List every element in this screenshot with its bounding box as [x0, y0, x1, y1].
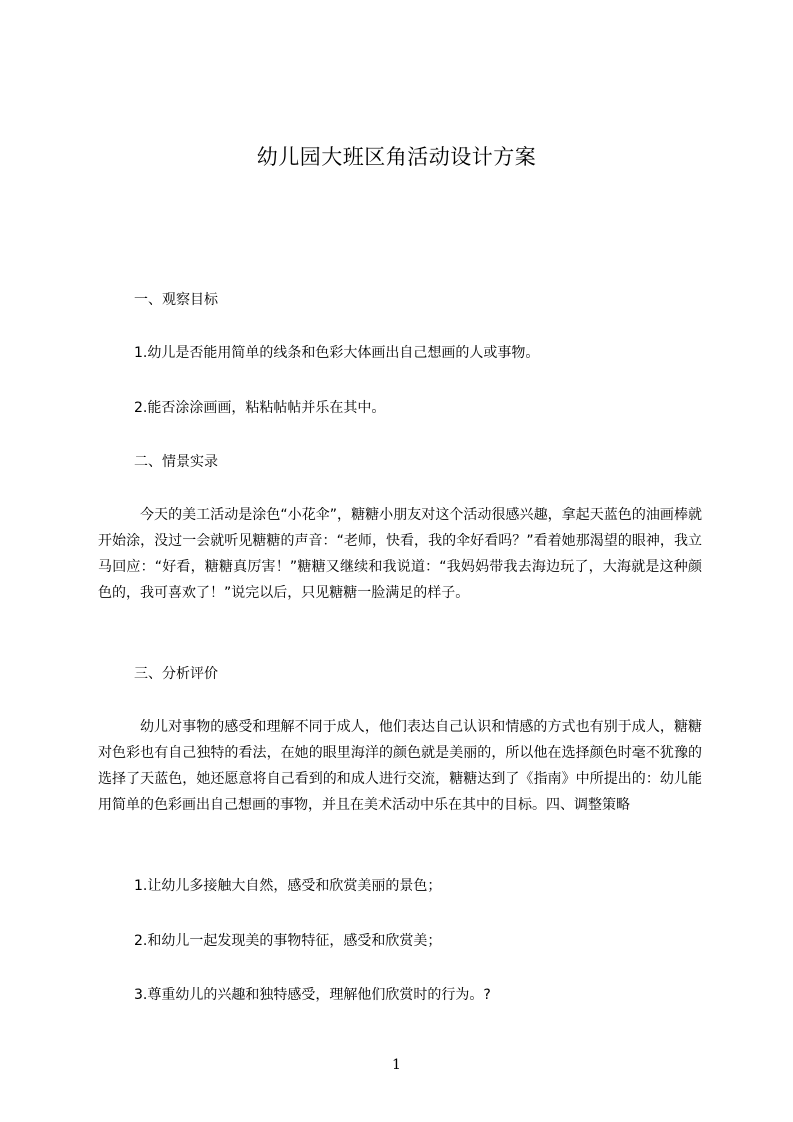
goal-item-1: 1.幼儿是否能用简单的线条和色彩大体画出自己想画的人或事物。	[134, 345, 540, 361]
section-heading-scene-record: 二、情景实录	[134, 454, 218, 470]
section-heading-analysis: 三、分析评价	[134, 666, 218, 682]
goal-item-2: 2.能否涂涂画画，粘粘帖帖并乐在其中。	[134, 400, 386, 416]
document-title: 幼儿园大班区角活动设计方案	[256, 145, 537, 169]
strategy-item-2: 2.和幼儿一起发现美的事物特征，感受和欣赏美；	[134, 933, 442, 949]
page-number: 1	[392, 1057, 401, 1073]
scene-record-paragraph: 今天的美工活动是涂色“小花伞”，糖糖小朋友对这个活动很感兴趣，拿起天蓝色的油画棒就开始涂，没过一会就听见糖糖的声音：“老师，快看，我的伞好看吗？”看着她那渴望的眼神，我立马回应：“好看，糖糖真厉害！”糖糖又继续和我说道：“我妈妈带我去海边玩了，大海就是这种颜色的，我可喜欢了！”说完以后，只见糖糖一脸满足的样子。	[98, 507, 702, 601]
section-heading-observation-goals: 一、观察目标	[134, 292, 218, 308]
analysis-paragraph: 幼儿对事物的感受和理解不同于成人，他们表达自己认识和情感的方式也有别于成人，糖糖对色彩也有自己独特的看法，在她的眼里海洋的颜色就是美丽的，所以他在选择颜色时毫不犹豫的选择了天蓝色，她还愿意将自己看到的和成人进行交流，糖糖达到了《指南》中所提出的：幼儿能用简单的色彩画出自己想画的事物，并且在美术活动中乐在其中的目标。四、调整策略	[98, 719, 702, 813]
strategy-item-3: 3.尊重幼儿的兴趣和独特感受，理解他们欣赏时的行为。?	[134, 987, 491, 1003]
strategy-item-1: 1.让幼儿多接触大自然，感受和欣赏美丽的景色；	[134, 878, 442, 894]
